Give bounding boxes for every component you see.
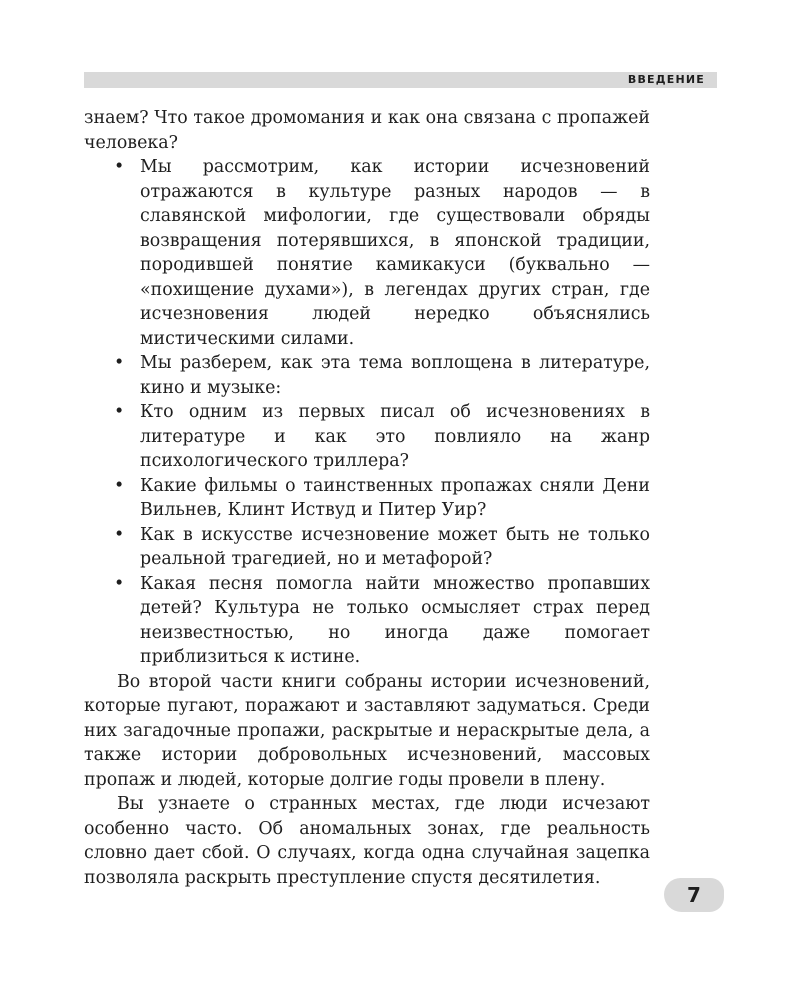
bullet-text: Какие фильмы о таинственных пропажах сняли Дени Вильнев, Клинт Иствуд и Питер Уир?	[140, 475, 650, 520]
bullet-icon: •	[114, 475, 125, 496]
bullet-item	[114, 523, 650, 572]
bullet-icon: •	[114, 353, 125, 373]
bullet-item	[114, 572, 650, 670]
page-number-badge	[664, 878, 724, 912]
page-number: 7	[687, 883, 701, 907]
bullet-text: Мы рассмотрим, как истории исчезновений отражаются в культуре разных народов — в славянской мифологии, где существовали обряды возвращения потерявшихся, в японской традиции, породившей понятие камикакуси (буквально — «похищение духами»), в легендах других стран, где исчезновения людей нередко объяснялись мистическими силами.	[140, 157, 650, 349]
intro-paragraph: знаем? Что такое дромомания и как она связана с пропажей человека?	[84, 108, 650, 153]
body-paragraph: Во второй части книги собраны истории исчезновений, которые пугают, поражают и заставляют задуматься. Среди них загадочные пропажи, раскрытые и нераскрытые дела, а также истории добровольных исчезновений, массовых пропаж и людей, которые долгие годы провели в плену.	[84, 671, 650, 790]
bullet-icon: •	[114, 157, 125, 177]
page-text	[84, 106, 650, 890]
running-header-bar	[84, 72, 717, 88]
bullet-item	[114, 474, 650, 523]
bullet-item	[114, 155, 650, 351]
bullet-list	[84, 155, 650, 670]
bullet-text: Как в искусстве исчезновение может быть не только реальной трагедией, но и метафорой?	[140, 524, 650, 569]
bullet-item	[114, 351, 650, 400]
bullet-text: Кто одним из первых писал об исчезновениях в литературе и как это повлияло на жанр психологического триллера?	[140, 402, 650, 471]
section-title: ВВЕДЕНИЕ	[627, 73, 705, 86]
bullet-item	[114, 400, 650, 474]
bullet-icon: •	[114, 573, 125, 594]
bullet-text: Какая песня помогла найти множество пропавших детей? Культура не только осмысляет страх перед неизвестностью, но иногда даже помогает приблизиться к истине.	[140, 573, 650, 667]
bullet-icon: •	[114, 524, 125, 545]
body-paragraph: Вы узнаете о странных местах, где люди исчезают особенно часто. Об аномальных зонах, где реальность словно дает сбой. О случаях, когда одна случайная зацепка позволяла раскрыть преступление спустя десятилетия.	[84, 794, 650, 888]
bullet-text: Мы разберем, как эта тема воплощена в литературе, кино и музыке:	[140, 353, 650, 398]
bullet-icon: •	[114, 402, 125, 422]
